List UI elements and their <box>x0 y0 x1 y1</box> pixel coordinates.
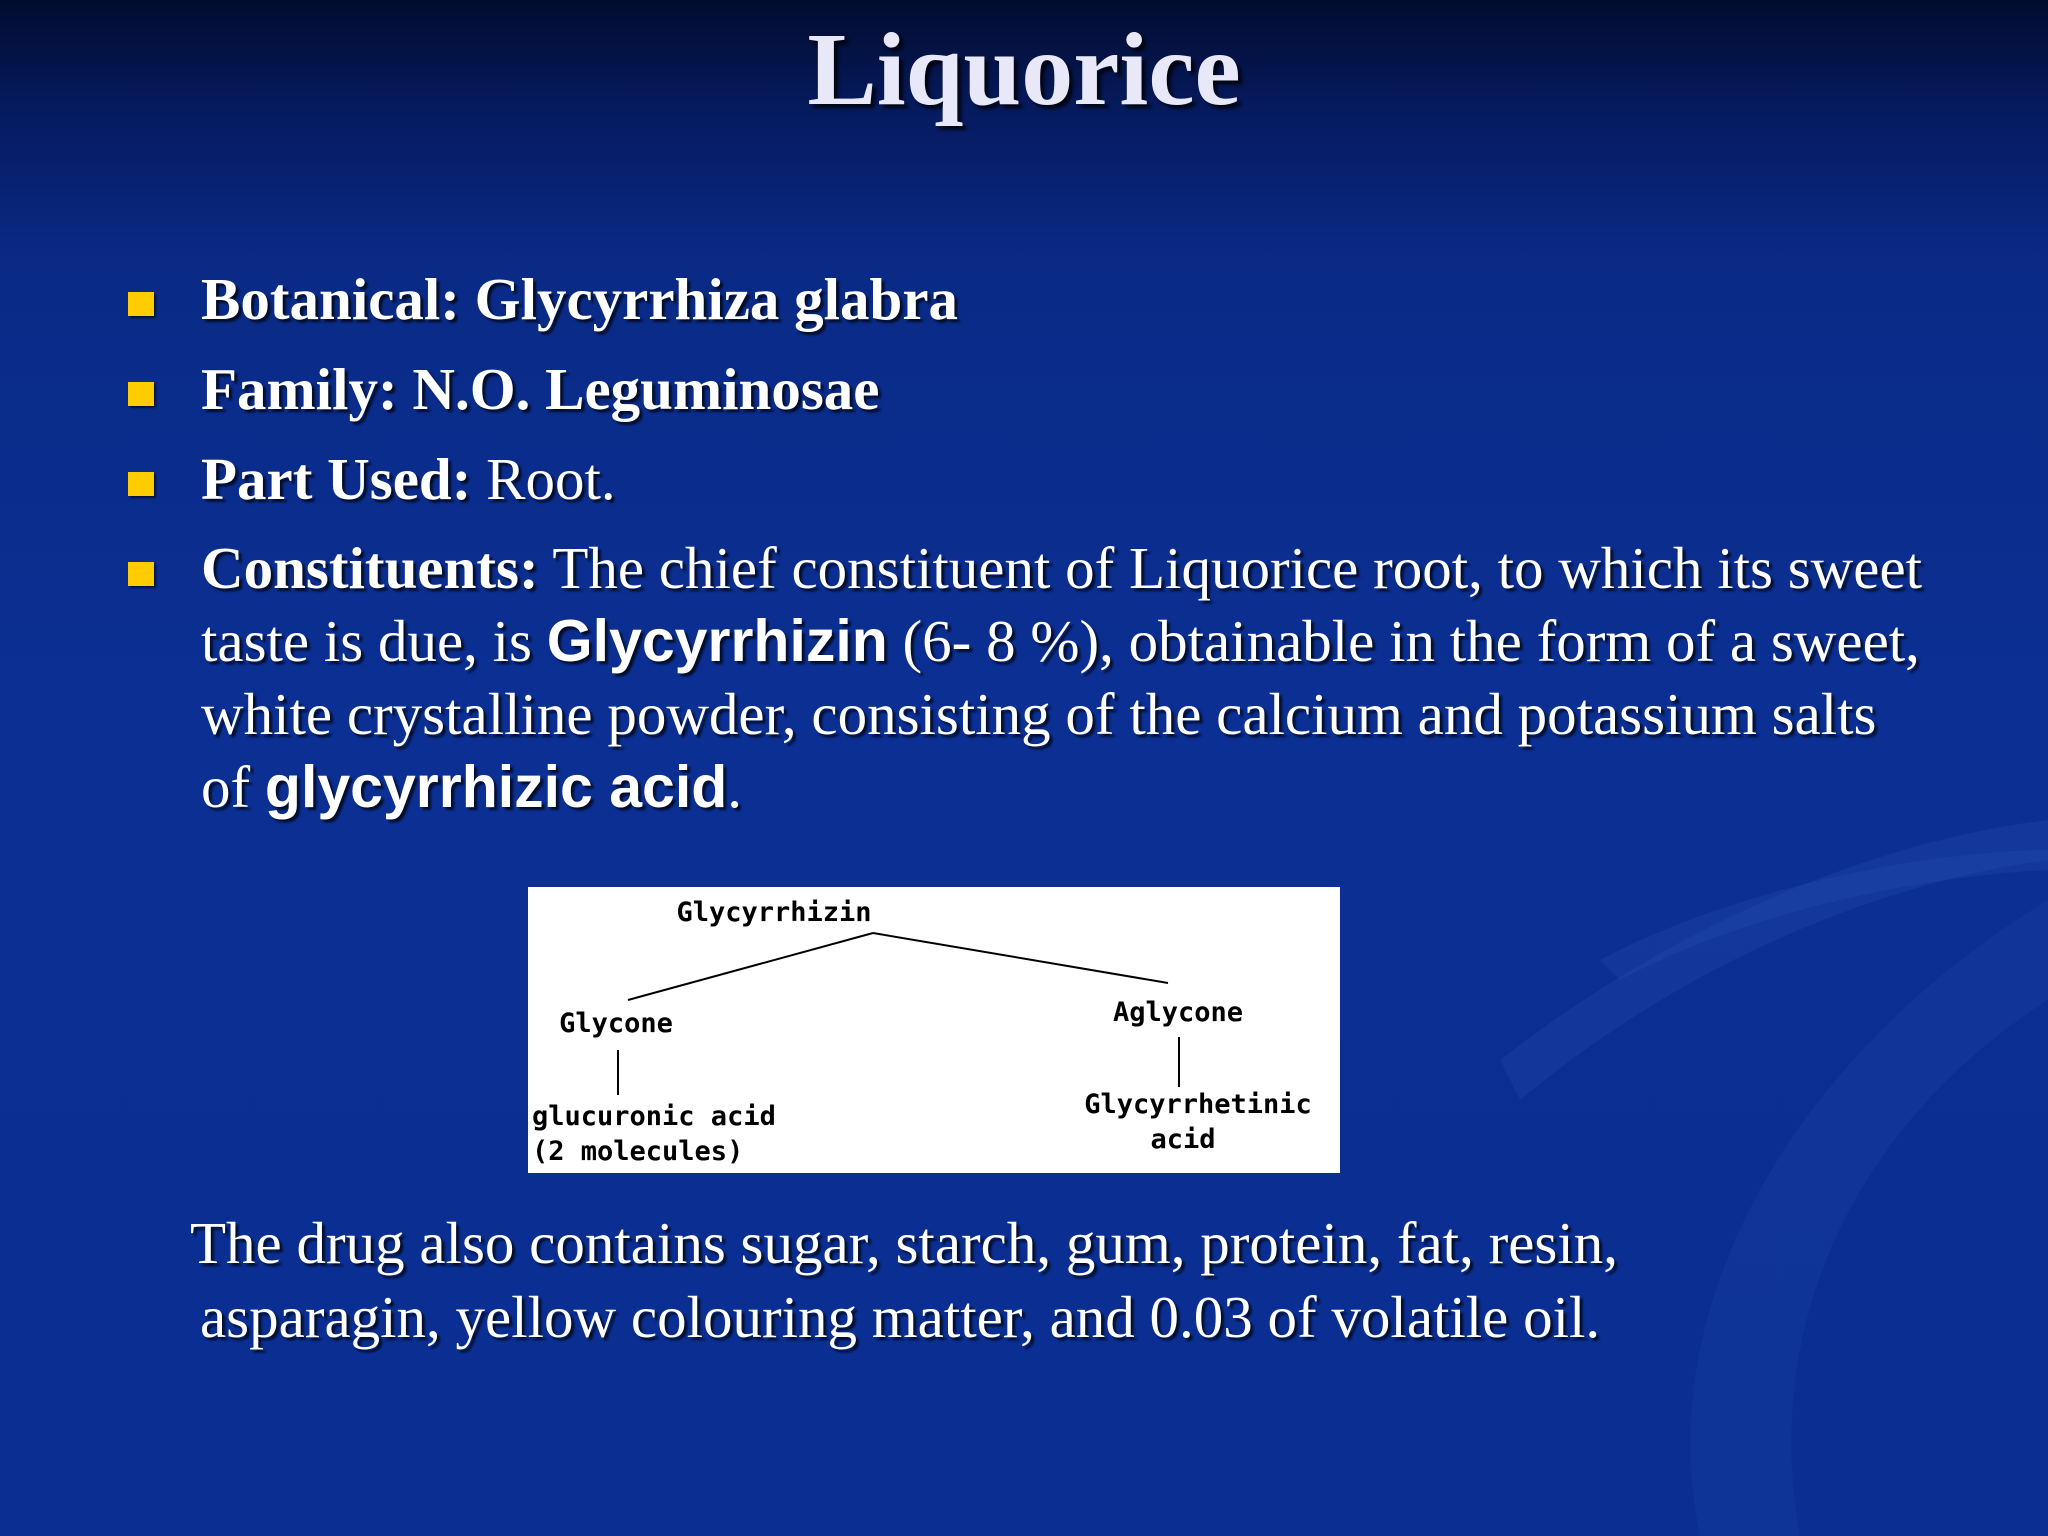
botanical-text: Botanical: Glycyrrhiza glabra <box>201 266 959 332</box>
footer-paragraph <box>190 1206 1990 1354</box>
glycyrrhizin-diagram <box>528 887 1340 1173</box>
diagram-glycyrrhetinic-line1: Glycyrrhetinic <box>1084 1089 1312 1120</box>
diagram-aglycone-label: Aglycone <box>1112 997 1244 1028</box>
constituents-label: Constituents: <box>201 535 539 601</box>
slide-title: Liquorice <box>807 12 1241 127</box>
footer-line-1: The drug also contains sugar, starch, gum, protein, fat, resin, <box>190 1210 1619 1276</box>
bullet-constituents <box>128 532 1928 824</box>
diagram-edge-root-left <box>628 933 873 1000</box>
part-used-label: Part Used: <box>201 446 472 512</box>
constituents-text-3: . <box>727 754 743 820</box>
diagram-glycone-label: Glycone <box>559 1008 673 1039</box>
diagram-glucuronic-line1: glucuronic acid <box>532 1101 776 1132</box>
bullet-family <box>128 352 1928 426</box>
glycyrrhizic-acid-term: glycyrrhizic acid <box>264 754 728 820</box>
bullet-square-icon <box>128 382 154 406</box>
constituents-text-2: (6- 8 %), obtainable in the form of a sweet, white crystalline powder, consisting of the calcium and potassium salts of <box>201 608 1920 820</box>
part-used-value: Root. <box>471 446 616 512</box>
diagram-edge-root-right <box>873 933 1168 983</box>
constituents-text-1: The chief constituent of Liquorice root, to which its sweet taste is due, is <box>201 535 1923 674</box>
diagram-glycyrrhetinic-line2: acid <box>1150 1124 1216 1155</box>
diagram-root-label: Glycyrrhizin <box>676 897 872 928</box>
bullet-part-used <box>128 442 1928 516</box>
glycyrrhizin-term: Glycyrrhizin <box>546 608 888 674</box>
bullet-botanical <box>128 262 1928 336</box>
bullet-list <box>128 262 1928 840</box>
family-text: Family: N.O. Leguminosae <box>201 356 880 422</box>
diagram-glucuronic-line2: (2 molecules) <box>532 1136 744 1167</box>
bullet-square-icon <box>128 292 154 316</box>
bullet-square-icon <box>128 472 154 496</box>
bullet-square-icon <box>128 562 154 586</box>
footer-line-2: asparagin, yellow colouring matter, and 0.03 of volatile oil. <box>200 1284 1601 1350</box>
